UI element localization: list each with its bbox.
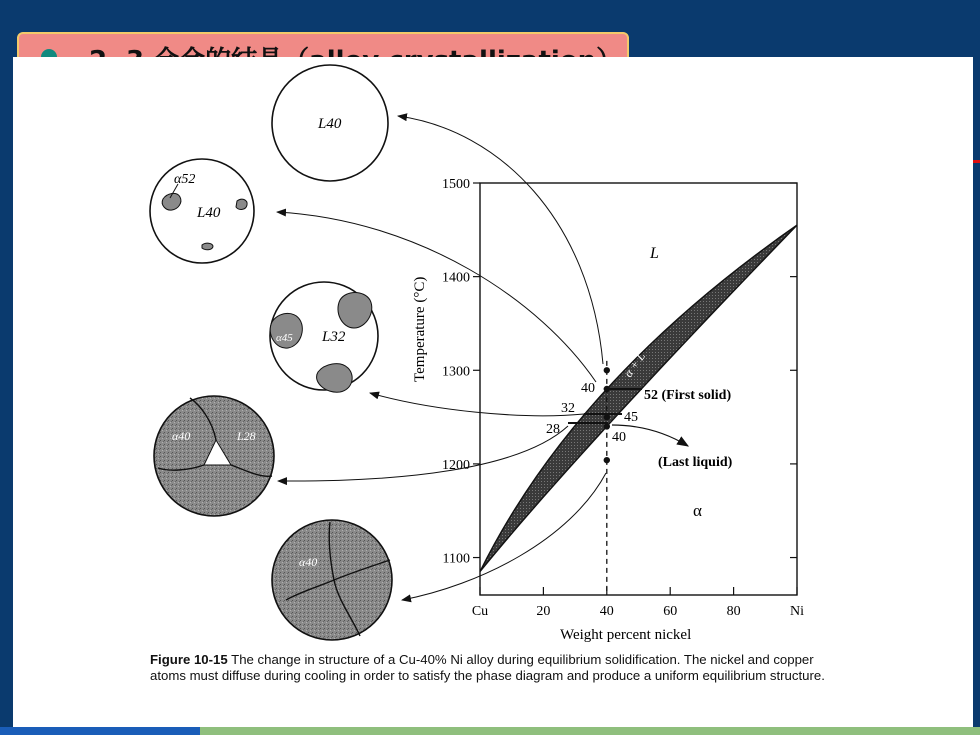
cooling-point (604, 457, 610, 463)
label-alpha40: α40 (172, 429, 191, 443)
composition-32: 32 (561, 401, 575, 416)
last-liquid-annotation: (Last liquid) (658, 455, 733, 470)
composition-40-bottom: 40 (612, 430, 626, 445)
x-tick-label: 40 (599, 604, 614, 619)
composition-40-top: 40 (581, 381, 595, 396)
liquidus-solidus-lens (480, 225, 797, 571)
solid-region-label: α (693, 501, 702, 520)
microstructure-solid (272, 520, 392, 640)
microstructure-first-solid (150, 159, 254, 263)
x-tick-label: Ni (790, 604, 804, 619)
caption-label: Figure 10-15 (150, 652, 228, 667)
y-axis-title: Temperature (°C) (412, 276, 428, 382)
label-alpha40-b: α40 (299, 555, 318, 569)
label-alpha52: α52 (174, 172, 196, 187)
x-axis-title: Weight percent nickel (560, 627, 692, 643)
y-tick-label: 1300 (442, 364, 470, 380)
caption-text: The change in structure of a Cu-40% Ni alloy during equilibrium solidification. The nickel and copper atoms must diffuse during cooling in order to satisfy the phase diagram and produce a uniform equilibrium structure. (150, 652, 825, 683)
arrow-to-last-liquid (278, 426, 568, 481)
label-alpha45: α45 (276, 332, 293, 344)
x-tick-label: 80 (726, 604, 741, 619)
label-L28: L28 (237, 429, 256, 443)
cooling-point (604, 367, 610, 373)
label-L40-b: L40 (197, 205, 221, 221)
microstructure-liquid (272, 65, 388, 181)
two-phase-label: α + L (620, 349, 648, 380)
x-tick-label: 20 (536, 604, 551, 619)
y-tick-label: 1500 (442, 177, 470, 192)
liquid-region-label: L (650, 245, 659, 262)
x-tick-label: Cu (471, 604, 489, 619)
arrow-to-liquid (398, 116, 603, 364)
microstructure-last-liquid (154, 396, 274, 516)
composition-45: 45 (624, 410, 638, 425)
figure-caption (150, 652, 830, 684)
x-tick-label: 60 (663, 604, 678, 619)
microstructure-mid-solid (270, 282, 378, 392)
cooling-point (604, 423, 610, 429)
first-solid-annotation: 52 (First solid) (644, 388, 732, 403)
label-L32: L32 (322, 329, 346, 345)
y-tick-label: 1100 (442, 551, 470, 567)
composition-28: 28 (546, 422, 560, 437)
y-tick-label: 1200 (442, 457, 470, 473)
y-tick-label: 1400 (442, 270, 470, 286)
arrow-to-mid-solid (370, 393, 584, 416)
label-L40: L40 (318, 116, 342, 132)
two-phase-region (480, 225, 797, 571)
